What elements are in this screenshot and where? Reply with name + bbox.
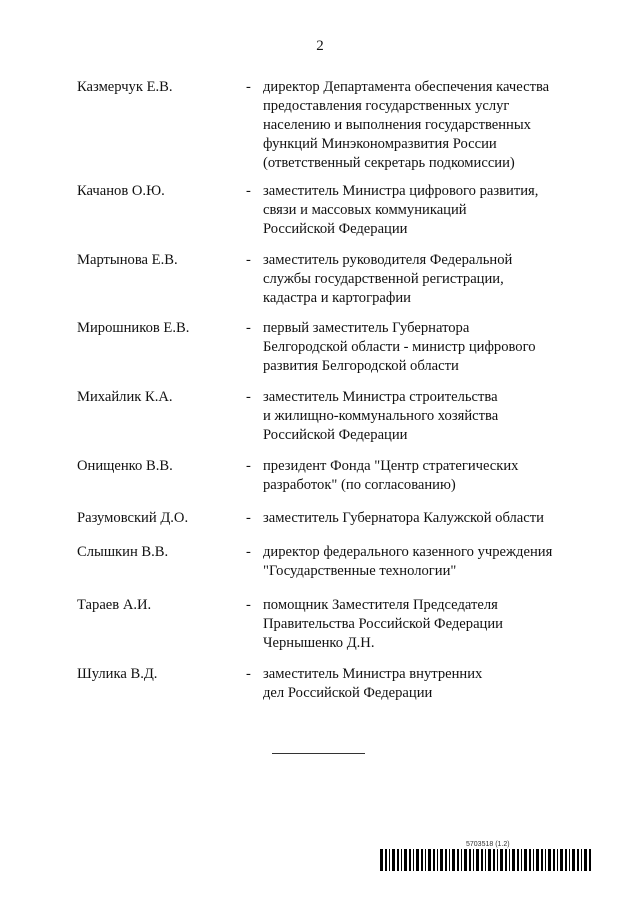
member-role: заместитель руководителя Федеральной службы государственной регистрации, кадастра и картографии [263,252,513,306]
member-role: заместитель Губернатора Калужской области [263,510,544,526]
barcode-bar [577,849,579,871]
barcode-bar [397,849,399,871]
member-name: Качанов О.Ю. [77,183,165,199]
barcode-bar [488,849,491,871]
barcode-bar [433,849,435,871]
member-name: Онищенко В.В. [77,458,173,474]
barcode-bar [572,849,575,871]
member-name: Михайлик К.А. [77,389,173,405]
barcode-bar [512,849,515,871]
member-dash: - [246,252,251,268]
barcode-bar [553,849,555,871]
member-name: Слышкин В.В. [77,544,169,560]
barcode-bar [560,849,563,871]
barcode-bar [485,849,486,871]
member-name: Шулика В.Д. [77,666,158,682]
barcode-bar [541,849,543,871]
barcode-bar [413,849,414,871]
barcode-bar [452,849,455,871]
member-dash: - [246,389,251,405]
barcode-code: 5703518 (1.2) [466,841,510,848]
member-role: заместитель Министра цифрового развития, связи и массовых коммуникаций Российской Федерации [263,183,539,237]
member-dash: - [246,79,251,95]
member-role: первый заместитель Губернатора Белгородской области - министр цифрового развития Белгородской области [263,320,536,374]
barcode-bar [569,849,570,871]
member-role: заместитель Министра строительства и жилищно-коммунального хозяйства Российской Федерации [263,389,499,443]
member-name: Казмерчук Е.В. [77,79,173,95]
barcode-bar [536,849,539,871]
member-dash: - [246,544,251,560]
barcode-bar [469,849,471,871]
member-dash: - [246,597,251,613]
barcode-bar [500,849,503,871]
member-role: президент Фонда "Центр стратегических разработок" (по согласованию) [263,458,519,493]
barcode-bar [380,849,383,871]
barcode-bar [521,849,522,871]
barcode-bar [589,849,591,871]
barcode-bar [421,849,423,871]
member-role: директор федерального казенного учреждения "Государственные технологии" [263,544,553,579]
barcode-bar [517,849,519,871]
member-name: Мартынова Е.В. [77,252,178,268]
barcode-bar [404,849,407,871]
end-divider [272,753,365,754]
member-dash: - [246,666,251,682]
barcode-bar [445,849,447,871]
barcode-bar [437,849,438,871]
barcode-bar [557,849,558,871]
barcode-bar [425,849,426,871]
barcode-bar [529,849,531,871]
barcode-bar [497,849,498,871]
barcode-bar [505,849,507,871]
barcode-bar [565,849,567,871]
member-role: директор Департамента обеспечения качества предоставления государственных услуг населению и выполнения государственных функций Минэкономразвития России (ответственный секретарь подкомиссии) [263,79,550,171]
barcode-bar [476,849,479,871]
barcode-bar [545,849,546,871]
barcode-bar [493,849,495,871]
member-name: Мирошников Е.В. [77,320,190,336]
barcode-bar [461,849,462,871]
barcode-bar [584,849,587,871]
barcode-bar [548,849,551,871]
barcode-bar [464,849,467,871]
barcode [380,849,594,871]
barcode-bar [385,849,387,871]
barcode-bar [449,849,450,871]
barcode-bar [457,849,459,871]
barcode-bar [581,849,582,871]
member-dash: - [246,183,251,199]
member-dash: - [246,320,251,336]
barcode-bar [392,849,395,871]
barcode-bar [416,849,419,871]
barcode-bar [409,849,411,871]
barcode-bar [524,849,527,871]
member-name: Тараев А.И. [77,597,152,613]
member-dash: - [246,510,251,526]
barcode-bar [401,849,402,871]
member-name: Разумовский Д.О. [77,510,189,526]
barcode-bar [533,849,534,871]
member-role: заместитель Министра внутренних дел Российской Федерации [263,666,483,701]
member-role: помощник Заместителя Председателя Правительства Российской Федерации Чернышенко Д.Н. [263,597,503,651]
barcode-bar [428,849,431,871]
barcode-bar [389,849,390,871]
barcode-bar [481,849,483,871]
barcode-bar [473,849,474,871]
page-number: 2 [316,38,324,54]
barcode-bar [509,849,510,871]
barcode-bar [440,849,443,871]
member-dash: - [246,458,251,474]
